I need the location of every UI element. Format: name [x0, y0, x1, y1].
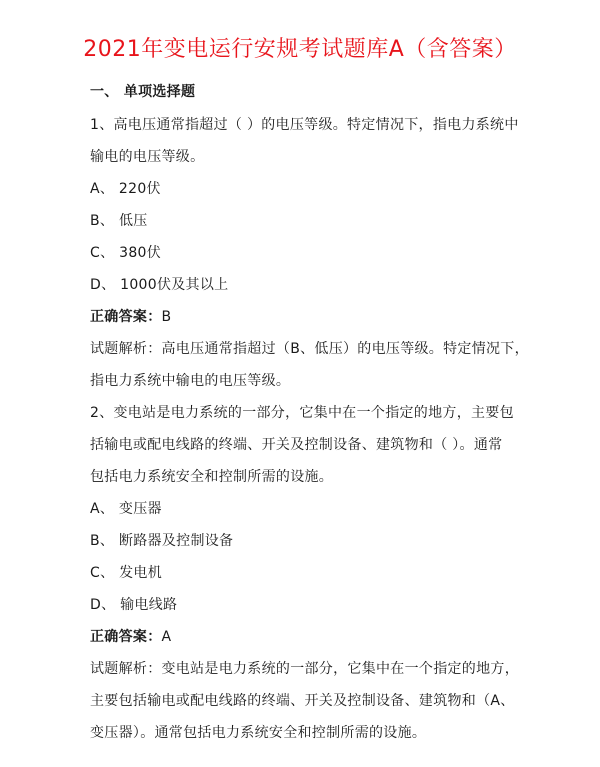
q1-analysis-line-1: 试题解析：高电压通常指超过（B、低压）的电压等级。特定情况下，: [90, 341, 529, 357]
q2-text-line-3: 包括电力系统安全和控制所需的设施。: [90, 469, 334, 485]
q2-analysis-line-1: 试题解析：变电站是电力系统的一部分，它集中在一个指定的地方，: [90, 661, 519, 677]
q2-analysis-line-3: 变压器）。通常包括电力系统安全和控制所需的设施。: [90, 725, 427, 741]
q2-option-a: A、 变压器: [90, 501, 162, 517]
q1-answer-value: B: [161, 309, 172, 325]
q1-text-line-1: 1、高电压通常指超过（ ）的电压等级。特定情况下，指电力系统中: [90, 117, 519, 133]
q2-option-c: C、 发电机: [90, 565, 163, 581]
q1-answer: [90, 308, 171, 326]
q2-answer: [90, 628, 171, 646]
q1-answer-label: 正确答案：: [90, 309, 162, 325]
q1-option-a: A、 220伏: [90, 181, 161, 197]
q2-option-d: D、 输电线路: [90, 597, 178, 613]
q1-option-c: C、 380伏: [90, 245, 162, 261]
q2-analysis-line-2: 主要包括输电或配电线路的终端、开关及控制设备、建筑物和（A、: [90, 693, 515, 709]
q2-text-line-2: 括输电或配电线路的终端、开关及控制设备、建筑物和（ ）。通常: [90, 437, 503, 453]
document-title: 2021年变电运行安规考试题库A（含答案）: [83, 37, 517, 62]
q1-text-line-2: 输电的电压等级。: [90, 149, 205, 165]
q1-option-d: D、 1000伏及其以上: [90, 277, 229, 293]
q1-option-b: B、 低压: [90, 213, 148, 229]
q2-option-b: B、 断路器及控制设备: [90, 533, 234, 549]
q2-answer-label: 正确答案：: [90, 629, 162, 645]
section-heading: 一、 单项选择题: [90, 84, 196, 100]
q2-answer-value: A: [161, 629, 172, 645]
q1-analysis-line-2: 指电力系统中输电的电压等级。: [90, 373, 291, 389]
q2-text-line-1: 2、变电站是电力系统的一部分，它集中在一个指定的地方，主要包: [90, 405, 514, 421]
